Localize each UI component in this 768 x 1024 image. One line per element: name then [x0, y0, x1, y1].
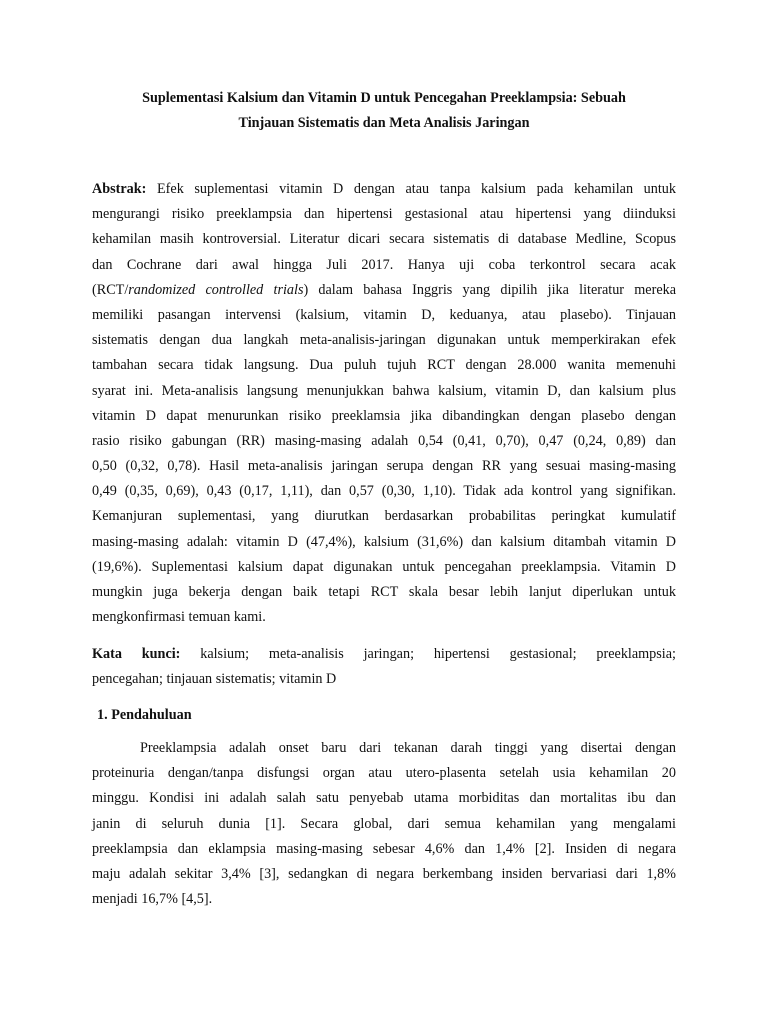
intro-line: Preeklampsia adalah onset baru dari tekanan darah tinggi yang disertai dengan — [140, 740, 676, 756]
abstract-line: tambahan secara tidak langsung. Dua puluh tujuh RCT dengan 28.000 wanita memenuhi — [92, 357, 676, 374]
section-heading: 1. Pendahuluan — [97, 707, 192, 723]
abstract-line: 0,49 (0,35, 0,69), 0,43 (0,17, 1,11), dan 0,57 (0,30, 1,10). Tidak ada kontrol yang signifikan. — [92, 483, 676, 500]
abstract-line: Efek suplementasi vitamin D dengan atau tanpa kalsium pada kehamilan untuk — [146, 181, 676, 197]
abstract-line: syarat ini. Meta-analisis langsung menunjukkan bahwa kalsium, vitamin D, dan kalsium plus — [92, 382, 676, 399]
abstract-italic-term: randomized controlled trials — [128, 281, 304, 298]
abstract-line: dan Cochrane dari awal hingga Juli 2017. Hanya uji coba terkontrol secara acak — [92, 256, 676, 273]
abstract-line: mungkin juga bekerja dengan baik tetapi RCT skala besar lebih lanjut diperlukan untuk — [92, 584, 676, 600]
abstract-line: kehamilan masih kontroversial. Literatur dicari secara sistematis di database Medline, Scopus — [92, 231, 676, 248]
abstract-line: masing-masing adalah: vitamin D (47,4%), kalsium (31,6%) dan kalsium ditambah vitamin D — [92, 533, 676, 550]
keywords-line: kalsium; meta-analisis jaringan; hipertensi gestasional; preeklampsia; — [180, 646, 676, 662]
title-line-1: Suplementasi Kalsium dan Vitamin D untuk Pencegahan Preeklampsia: Sebuah — [142, 90, 626, 106]
abstract-line: mengkonfirmasi temuan kami. — [92, 609, 266, 626]
abstract-line: (19,6%). Suplementasi kalsium dapat digunakan untuk pencegahan preeklampsia. Vitamin D — [92, 558, 676, 575]
abstract-line: rasio risiko gabungan (RR) masing-masing adalah 0,54 (0,41, 0,70), 0,47 (0,24, 0,89) dan — [92, 432, 676, 449]
intro-line: minggu. Kondisi ini adalah salah satu penyebab utama morbiditas dan mortalitas ibu dan — [92, 790, 676, 807]
keywords-line: pencegahan; tinjauan sistematis; vitamin D — [92, 671, 337, 688]
intro-paragraph — [92, 736, 676, 912]
abstract-paragraph — [92, 177, 676, 630]
keywords-label: Kata kunci: — [92, 646, 181, 662]
intro-line: janin di seluruh dunia [1]. Secara global, dari semua kehamilan yang mengalami — [92, 815, 676, 832]
abstract-label: Abstrak: — [92, 181, 147, 197]
intro-line: maju adalah sekitar 3,4% [3], sedangkan di negara berkembang insiden bervariasi dari 1,8% — [92, 865, 676, 882]
abstract-line: vitamin D dapat menurunkan risiko preeklamsia jika dibandingkan dengan plasebo dengan — [92, 407, 676, 424]
abstract-text: ) dalam bahasa Inggris yang dipilih jika literatur mereka — [303, 281, 677, 298]
intro-line: menjadi 16,7% [4,5]. — [92, 891, 213, 908]
abstract-line: mengurangi risiko preeklampsia dan hipertensi gestasional atau hipertensi yang diinduksi — [92, 206, 676, 223]
abstract-text: (RCT/ — [92, 281, 129, 298]
paper-title — [92, 86, 676, 136]
abstract-line: sistematis dengan dua langkah meta-analisis-jaringan digunakan untuk memperkirakan efek — [92, 332, 676, 349]
keywords-paragraph — [92, 642, 676, 692]
intro-line: proteinuria dengan/tanpa disfungsi organ atau utero-plasenta setelah usia kehamilan 20 — [92, 765, 676, 782]
abstract-line: 0,50 (0,32, 0,78). Hasil meta-analisis jaringan serupa dengan RR yang sesuai masing-masing — [92, 458, 676, 475]
title-line-2: Tinjauan Sistematis dan Meta Analisis Jaringan — [238, 115, 530, 131]
abstract-line: Kemanjuran suplementasi, yang diurutkan berdasarkan probabilitas peringkat kumulatif — [92, 508, 676, 525]
abstract-line: memiliki pasangan intervensi (kalsium, vitamin D, keduanya, atau plasebo). Tinjauan — [92, 306, 676, 323]
intro-line: preeklampsia dan eklampsia masing-masing sebesar 4,6% dan 1,4% [2]. Insiden di negara — [92, 840, 676, 857]
